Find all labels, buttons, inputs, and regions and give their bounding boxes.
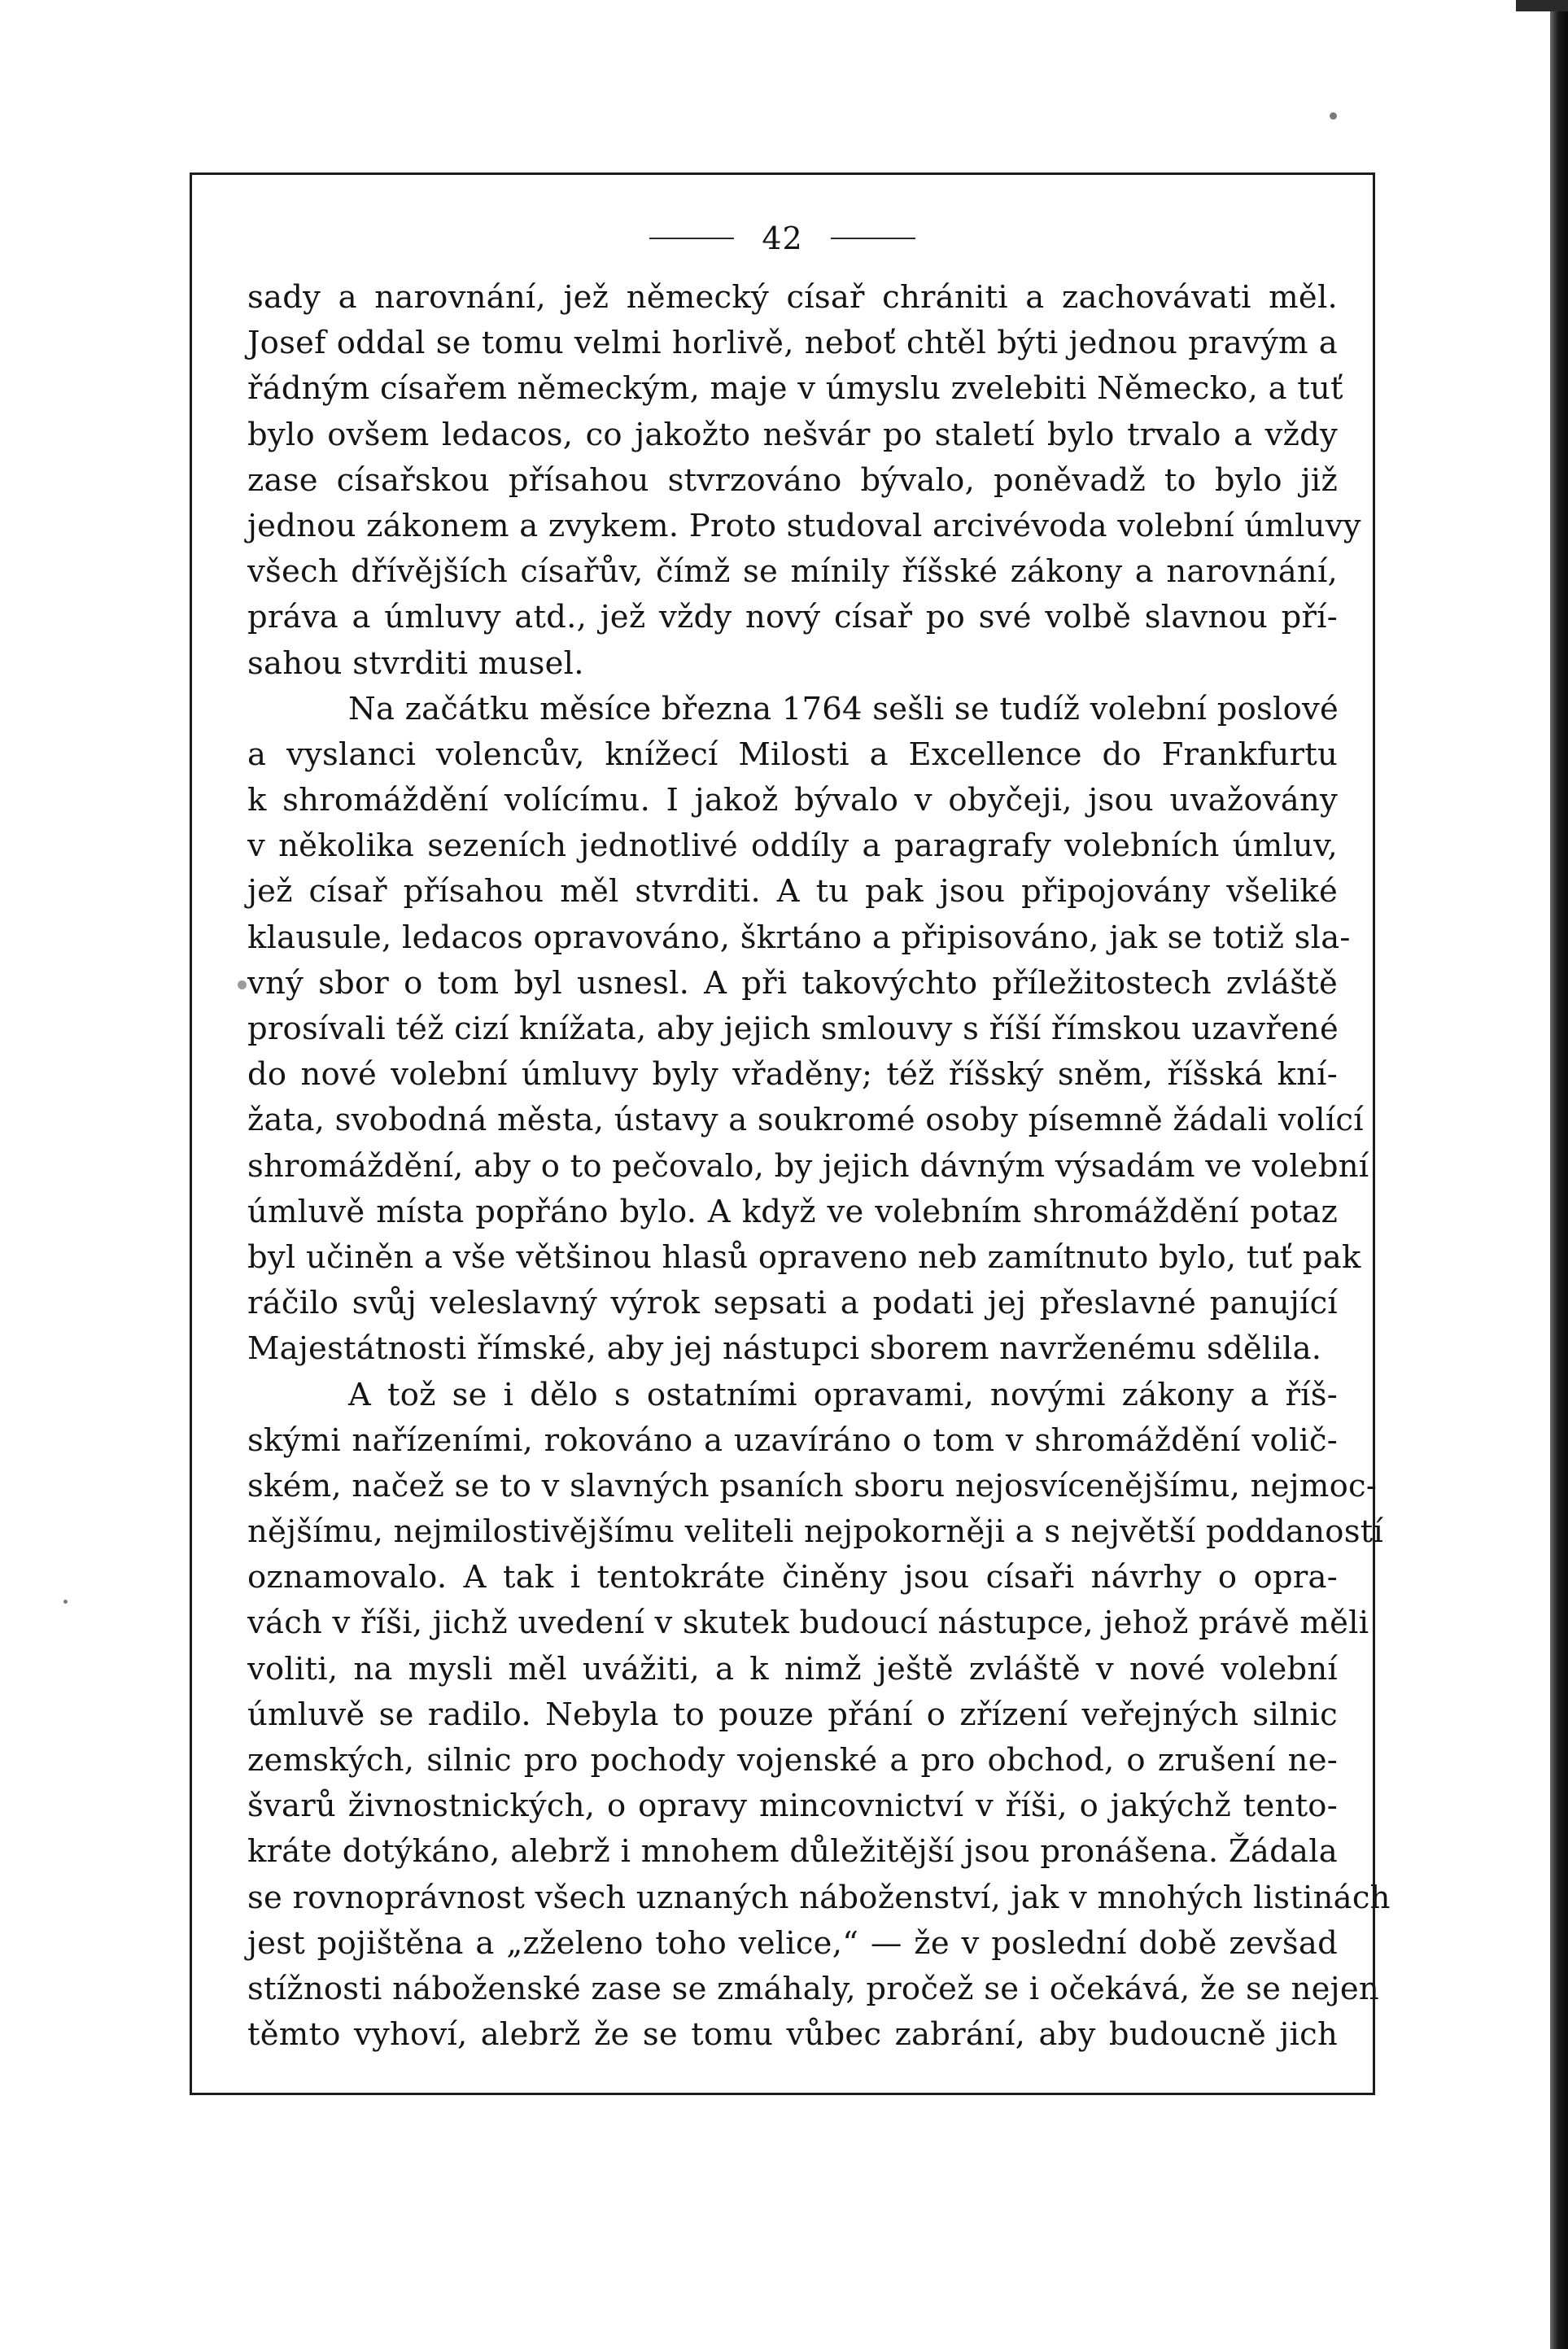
text-line: voliti, na mysli měl uvážiti, a k nimž ještě zvláště v nové volební: [247, 1650, 1338, 1688]
text-line: všech dřívějších císařův, čímž se mínily říšské zákony a narovnání,: [247, 553, 1338, 591]
text-line: vách v říši, jichž uvedení v skutek budoucí nástupce, jehož právě měli: [247, 1605, 1369, 1642]
page-header: [190, 218, 1375, 259]
text-line: úmluvě místa popřáno bylo. A když ve volebním shromáždění potaz: [247, 1193, 1338, 1230]
paragraph: [247, 687, 1369, 1373]
header-rule-right: [831, 238, 915, 239]
text-line: ráčilo svůj veleslavný výrok sepsati a podati jej přeslavné panující: [247, 1285, 1338, 1322]
text-line: k shromáždění volícímu. I jakož bývalo v obyčeji, jsou uvažovány: [247, 782, 1338, 819]
paragraph: [247, 275, 1361, 687]
page-number: 42: [762, 220, 803, 256]
text-line: kráte dotýkáno, alebrž i mnohem důležitější jsou pronášena. Žádala: [247, 1833, 1338, 1871]
header-rule-left: [649, 238, 734, 239]
text-line: shromáždění, aby o to pečovalo, by jejich dávným výsadám ve volební: [247, 1147, 1369, 1185]
text-line: a vyslanci volencův, knížecí Milosti a Excellence do Frankfurtu: [247, 736, 1338, 773]
text-line: Majestátnosti římské, aby jej nástupci sborem navrženému sdělila.: [247, 1330, 1322, 1368]
scan-speck: [63, 1600, 68, 1604]
text-line: prosívali též cizí knížata, aby jejich smlouvy s říší římskou uzavřené: [247, 1011, 1339, 1047]
text-line: v několika sezeních jednotlivé oddíly a paragrafy volebních úmluv,: [247, 827, 1338, 865]
text-line: zase císařskou přísahou stvrzováno bývalo, poněvadž to bylo již: [247, 461, 1338, 499]
paragraph: [247, 1373, 1391, 2059]
text-line: klausule, ledacos opravováno, škrtáno a připisováno, jak se totiž sla-: [247, 919, 1351, 956]
text-line: sahou stvrditi musel.: [247, 644, 584, 682]
text-line: jednou zákonem a zvykem. Proto studoval arcivévoda volební úmluvy: [247, 507, 1361, 544]
text-line: nějšímu, nejmilostivějšímu veliteli nejpokorněji a s největší poddaností: [247, 1513, 1384, 1551]
text-line: jež císař přísahou měl stvrditi. A tu pak jsou připojovány všeliké: [247, 873, 1338, 910]
text-line: Na začátku měsíce března 1764 sešli se tudíž volební poslové: [348, 690, 1339, 727]
text-line: jest pojištěna a „zželeno toho velice,“ — že v poslední době zevšad: [247, 1924, 1338, 1962]
scan-edge: [1550, 0, 1568, 2349]
text-line: bylo ovšem ledacos, co jakožto nešvár po staletí bylo trvalo a vždy: [247, 416, 1338, 453]
text-line: úmluvě se radilo. Nebyla to pouze přání o zřízení veřejných silnic: [247, 1696, 1338, 1733]
scan-speck: [1330, 112, 1337, 120]
text-line: žata, svobodná města, ústavy a soukromé osoby písemně žádali volící: [247, 1102, 1364, 1139]
scan-edge-top: [1516, 0, 1568, 11]
body-text: [247, 275, 1391, 2058]
text-line: zemských, silnic pro pochody vojenské a pro obchod, o zrušení ne-: [247, 1742, 1338, 1779]
text-line: řádným císařem německým, maje v úmyslu zvelebiti Německo, a tuť: [247, 370, 1343, 408]
text-line: Josef oddal se tomu velmi horlivě, neboť chtěl býti jednou pravým a: [247, 325, 1338, 362]
text-line: ském, načež se to v slavných psaních sboru nejosvícenějšímu, nejmoc-: [247, 1467, 1378, 1504]
text-line: oznamovalo. A tak i tentokráte činěny jsou císaři návrhy o opra-: [247, 1559, 1338, 1596]
text-line: práva a úmluvy atd., jež vždy nový císař po své volbě slavnou pří-: [247, 599, 1338, 636]
text-line: A tož se i dělo s ostatními opravami, novými zákony a říš-: [348, 1376, 1338, 1413]
text-line: byl učiněn a vše většinou hlasů opraveno neb zamítnuto bylo, tuť pak: [247, 1238, 1361, 1276]
text-line: stížnosti náboženské zase se zmáhaly, pročež se i očekává, že se nejen: [247, 1970, 1379, 2007]
text-line: do nové volební úmluvy byly vřaděny; též říšský sněm, říšská kní-: [247, 1056, 1338, 1094]
text-line: vný sbor o tom byl usnesl. A při takovýchto příležitostech zvláště: [247, 964, 1338, 1002]
text-line: sady a narovnání, jež německý císař chrániti a zachovávati měl.: [247, 279, 1338, 316]
text-line: švarů živnostnických, o opravy mincovnictví v říši, o jakýchž tento-: [247, 1788, 1338, 1825]
text-line: skými nařízeními, rokováno a uzavíráno o tom v shromáždění volič-: [247, 1421, 1338, 1459]
text-line: těmto vyhoví, alebrž že se tomu vůbec zabrání, aby budoucně jich: [247, 2016, 1338, 2054]
text-line: se rovnoprávnost všech uznaných náboženství, jak v mnohých listinách: [247, 1879, 1391, 1916]
